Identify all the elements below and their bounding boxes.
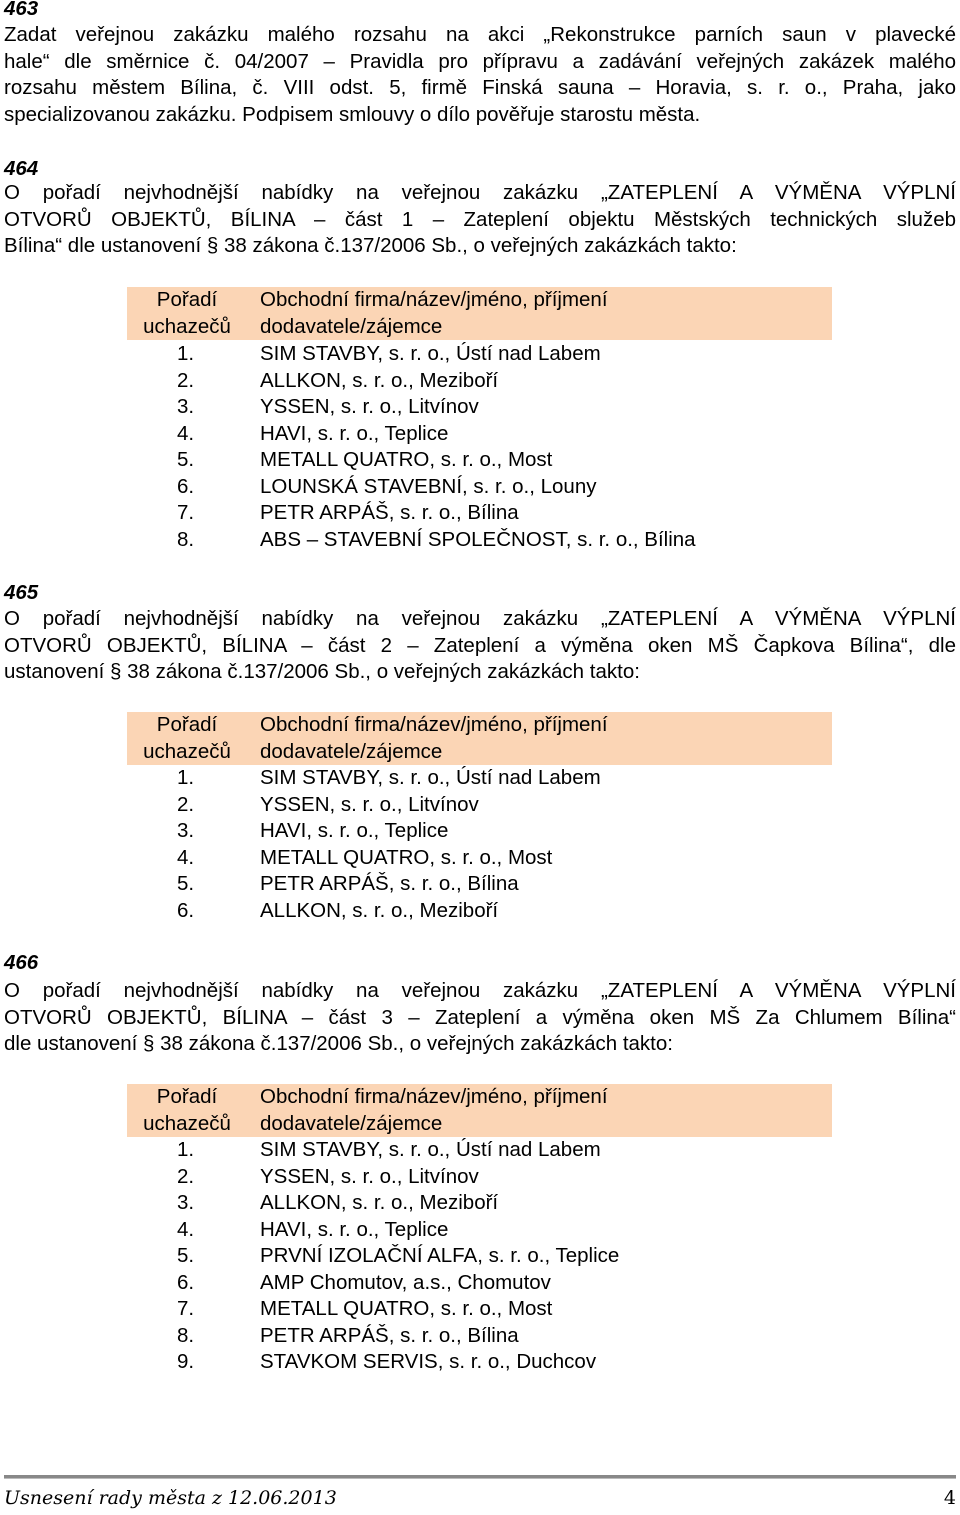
text-line: O pořadí nejvhodnější nabídky na veřejnou zakázku „ZATEPLENÍ A VÝMĚNA VÝPLNÍ — [4, 607, 956, 630]
table-row — [127, 1243, 832, 1270]
text-line: OTVORŮ OBJEKTŮ, BÍLINA – část 1 – Zateplení objektu Městských technických služeb — [4, 207, 956, 231]
row-rank: 1. — [177, 1138, 195, 1161]
row-rank: 7. — [177, 501, 195, 524]
table-row — [127, 845, 832, 872]
row-rank: 1. — [177, 342, 195, 365]
table-row — [127, 1296, 832, 1323]
header-company — [260, 1084, 820, 1137]
row-rank: 6. — [177, 474, 195, 498]
row-company: YSSEN, s. r. o., Litvínov — [260, 1164, 479, 1188]
table-row — [127, 1190, 832, 1217]
header-rank-line: uchazečů — [143, 1111, 231, 1135]
row-company: LOUNSKÁ STAVEBNÍ, s. r. o., Louny — [260, 474, 597, 498]
header-rank — [127, 287, 247, 340]
row-rank: 6. — [177, 1270, 195, 1294]
text-line: OTVORŮ OBJEKTŮ, BÍLINA – část 3 – Zateplení a výměna oken MŠ Za Chlumem Bílina“ — [4, 1005, 956, 1029]
row-company: PETR ARPÁŠ, s. r. o., Bílina — [260, 1323, 519, 1347]
table-row — [127, 341, 832, 368]
row-rank: 3. — [177, 395, 195, 418]
row-rank: 5. — [177, 448, 195, 471]
table-row — [127, 421, 832, 448]
table-row — [127, 765, 832, 792]
row-company: ALLKON, s. r. o., Meziboří — [260, 898, 499, 922]
row-rank: 4. — [177, 421, 195, 445]
text-line: OTVORŮ OBJEKTŮ, BÍLINA – část 2 – Zateplení a výměna oken MŠ Čapkova Bílina“, dle — [4, 633, 956, 657]
resolution-text — [4, 180, 956, 260]
row-company: PETR ARPÁŠ, s. r. o., Bílina — [260, 501, 519, 524]
table-row — [127, 527, 832, 554]
table-row — [127, 394, 832, 421]
row-rank: 3. — [177, 1191, 195, 1214]
row-company: AMP Chomutov, a.s., Chomutov — [260, 1270, 551, 1294]
resolution-text — [4, 978, 956, 1058]
ranking-table-header — [127, 712, 832, 765]
text-line: O pořadí nejvhodnější nabídky na veřejnou zakázku „ZATEPLENÍ A VÝMĚNA VÝPLNÍ — [4, 979, 956, 1002]
row-rank: 8. — [177, 527, 195, 551]
row-company: ABS – STAVEBNÍ SPOLEČNOST, s. r. o., Bílina — [260, 527, 696, 551]
text-line: ustanovení § 38 zákona č.137/2006 Sb., o veřejných zakázkách takto: — [4, 660, 640, 683]
text-line: Bílina“ dle ustanovení § 38 zákona č.137/2006 Sb., o veřejných zakázkách takto: — [4, 234, 737, 257]
header-company-line: Obchodní firma/název/jméno, příjmení — [260, 288, 608, 311]
resolution-number: 466 — [4, 951, 39, 974]
row-rank: 5. — [177, 872, 195, 895]
header-company-line: dodavatele/zájemce — [260, 739, 443, 763]
footer-rule — [4, 1475, 956, 1479]
page-footer — [4, 1487, 956, 1509]
row-company: METALL QUATRO, s. r. o., Most — [260, 845, 553, 869]
header-rank-line: uchazečů — [143, 739, 231, 763]
ranking-table-body — [127, 1137, 832, 1376]
ranking-table-body — [127, 341, 832, 553]
row-rank: 2. — [177, 1164, 195, 1188]
resolution-number: 463 — [4, 0, 39, 20]
row-rank: 4. — [177, 1217, 195, 1241]
table-row — [127, 1349, 832, 1376]
ranking-table-header — [127, 287, 832, 340]
row-company: HAVI, s. r. o., Teplice — [260, 1217, 449, 1241]
row-rank: 1. — [177, 766, 195, 789]
resolution-number: 465 — [4, 581, 39, 604]
text-line: rozsahu městem Bílina, č. VIII odst. 5, firmě Finská sauna – Horavia, s. r. o., Praha, jako — [4, 76, 956, 99]
resolution-text — [4, 606, 956, 686]
table-row — [127, 1217, 832, 1244]
row-company: METALL QUATRO, s. r. o., Most — [260, 1297, 553, 1320]
row-company: YSSEN, s. r. o., Litvínov — [260, 395, 479, 418]
row-rank: 9. — [177, 1350, 195, 1373]
table-row — [127, 898, 832, 925]
row-company: SIM STAVBY, s. r. o., Ústí nad Labem — [260, 342, 601, 365]
row-rank: 2. — [177, 792, 195, 816]
header-company-line: dodavatele/zájemce — [260, 1111, 443, 1135]
header-rank — [127, 1084, 247, 1137]
row-company: ALLKON, s. r. o., Meziboří — [260, 1191, 499, 1214]
row-company: SIM STAVBY, s. r. o., Ústí nad Labem — [260, 766, 601, 789]
row-company: PETR ARPÁŠ, s. r. o., Bílina — [260, 872, 519, 895]
header-company-line: dodavatele/zájemce — [260, 314, 443, 338]
resolution-text — [4, 22, 956, 128]
header-rank-line: Pořadí — [156, 1085, 218, 1108]
header-company — [260, 287, 820, 340]
header-rank — [127, 712, 247, 765]
row-company: METALL QUATRO, s. r. o., Most — [260, 448, 553, 471]
table-row — [127, 1137, 832, 1164]
header-rank-line: Pořadí — [156, 288, 218, 311]
table-row — [127, 368, 832, 395]
row-rank: 2. — [177, 368, 195, 392]
text-line: O pořadí nejvhodnější nabídky na veřejnou zakázku „ZATEPLENÍ A VÝMĚNA VÝPLNÍ — [4, 181, 956, 204]
text-line: dle ustanovení § 38 zákona č.137/2006 Sb., o veřejných zakázkách takto: — [4, 1032, 673, 1055]
header-company — [260, 712, 820, 765]
row-rank: 5. — [177, 1244, 195, 1267]
row-company: SIM STAVBY, s. r. o., Ústí nad Labem — [260, 1138, 601, 1161]
table-row — [127, 500, 832, 527]
resolution-number: 464 — [4, 157, 39, 180]
ranking-table-header — [127, 1084, 832, 1137]
row-rank: 3. — [177, 819, 195, 842]
text-line: hale“ dle směrnice č. 04/2007 – Pravidla pro přípravu a zadávání veřejných zakázek malého — [4, 49, 956, 73]
row-company: HAVI, s. r. o., Teplice — [260, 819, 449, 842]
header-rank-line: uchazečů — [143, 314, 231, 338]
footer-title: Usnesení rady města z 12.06.2013 — [4, 1487, 337, 1509]
table-row — [127, 1323, 832, 1350]
text-line: Zadat veřejnou zakázku malého rozsahu na akci „Rekonstrukce parních saun v plavecké — [4, 23, 956, 46]
header-rank-line: Pořadí — [156, 713, 218, 736]
row-company: ALLKON, s. r. o., Meziboří — [260, 368, 499, 392]
row-company: YSSEN, s. r. o., Litvínov — [260, 792, 479, 816]
table-row — [127, 818, 832, 845]
text-line: specializovanou zakázku. Podpisem smlouvy o dílo pověřuje starostu města. — [4, 102, 701, 126]
row-rank: 4. — [177, 845, 195, 869]
header-company-line: Obchodní firma/název/jméno, příjmení — [260, 713, 608, 736]
row-company: HAVI, s. r. o., Teplice — [260, 421, 449, 445]
ranking-table-body — [127, 765, 832, 924]
row-company: PRVNÍ IZOLAČNÍ ALFA, s. r. o., Teplice — [260, 1244, 620, 1267]
page-number: 4 — [943, 1487, 956, 1509]
table-row — [127, 1270, 832, 1297]
header-company-line: Obchodní firma/název/jméno, příjmení — [260, 1085, 608, 1108]
table-row — [127, 792, 832, 819]
table-row — [127, 1164, 832, 1191]
table-row — [127, 871, 832, 898]
table-row — [127, 474, 832, 501]
row-rank: 7. — [177, 1297, 195, 1320]
table-row — [127, 447, 832, 474]
row-rank: 6. — [177, 898, 195, 922]
row-rank: 8. — [177, 1323, 195, 1347]
row-company: STAVKOM SERVIS, s. r. o., Duchcov — [260, 1350, 597, 1373]
